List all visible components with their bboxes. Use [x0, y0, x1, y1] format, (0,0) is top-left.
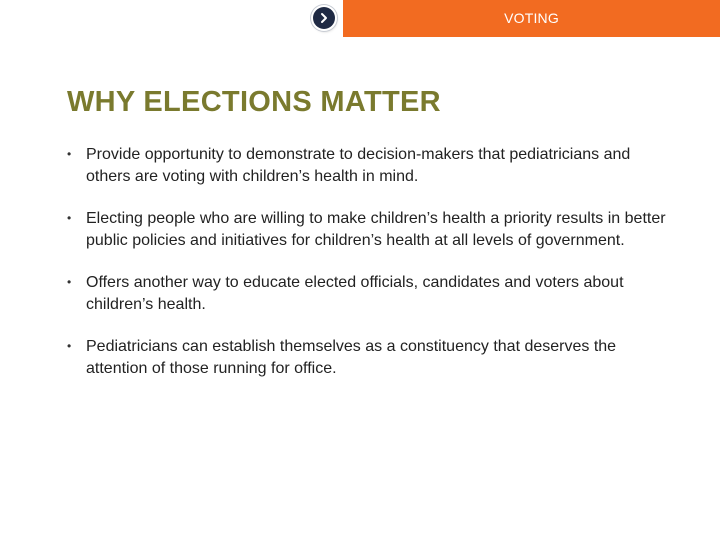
slide-title: WHY ELECTIONS MATTER: [67, 86, 441, 118]
section-label: VOTING: [504, 10, 559, 26]
bullet-item: [67, 336, 667, 379]
bullet-marker: •: [67, 339, 72, 353]
bullet-item: [67, 208, 667, 251]
bullet-text: Provide opportunity to demonstrate to decision-makers that pediatricians and others are voting with children’s health in mind.: [86, 146, 631, 185]
bullet-text: Pediatricians can establish themselves as a constituency that deserves the attention of those running for office.: [86, 338, 617, 377]
bullet-item: [67, 144, 667, 187]
bullet-marker: •: [67, 211, 72, 225]
bullet-marker: •: [67, 147, 72, 161]
bullet-marker: •: [67, 275, 72, 289]
next-slide-button[interactable]: [313, 7, 335, 29]
bullet-text: Electing people who are willing to make children’s health a priority results in better public policies and initiatives for children’s health at all levels of government.: [86, 210, 666, 249]
bullet-list: [67, 144, 667, 400]
bullet-text: Offers another way to educate elected officials, candidates and voters about children’s health.: [86, 274, 624, 313]
bullet-item: [67, 272, 667, 315]
section-header-bar: [343, 0, 720, 37]
chevron-right-icon: [318, 12, 330, 24]
